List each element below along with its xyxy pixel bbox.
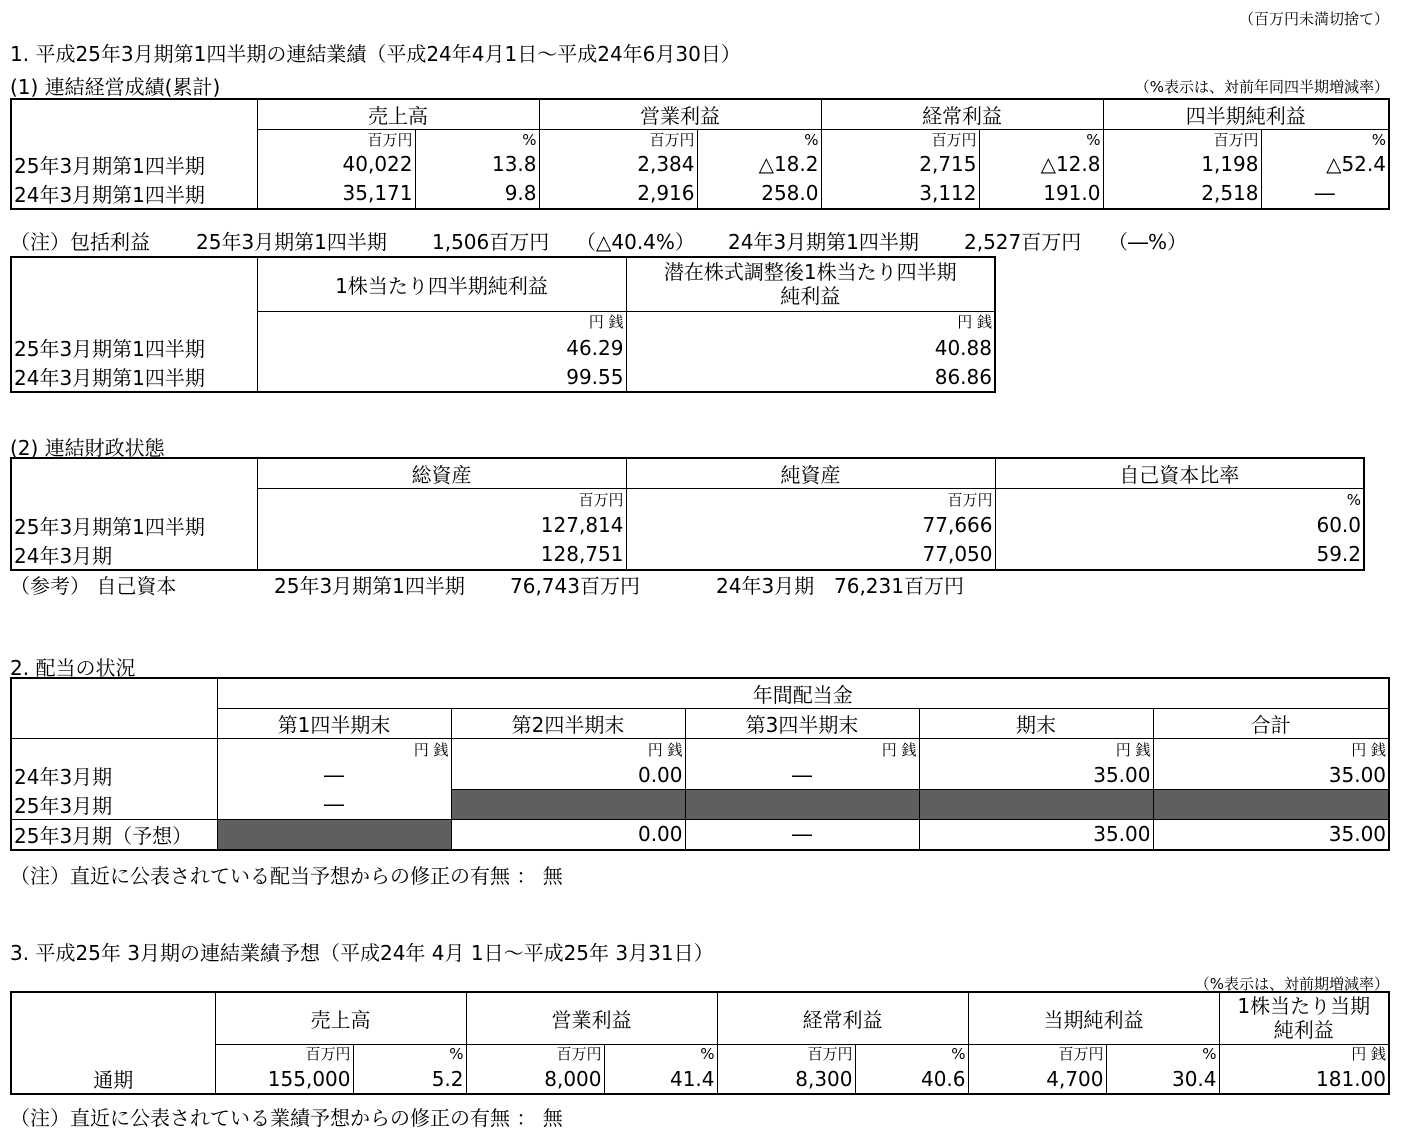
section3-title: 3. 平成25年 3月期の連結業績予想（平成24年 4月 1日～平成25年 3月31日） (10, 941, 714, 965)
row-label: 通期 (11, 1064, 215, 1094)
comprehensive-note-period1: 25年3月期第1四半期 (196, 230, 387, 254)
unit-label: 百万円 (968, 1044, 1106, 1064)
cell-value: 0.00 (451, 819, 685, 850)
dividends-header-total: 合計 (1153, 709, 1389, 739)
comprehensive-note-value1: 1,506百万円 (432, 230, 550, 254)
cell-value: 3,112 (821, 179, 979, 209)
table-row (11, 362, 995, 392)
unit-label: % (697, 130, 821, 150)
unit-label: 百万円 (1103, 130, 1261, 150)
cell-value: 9.8 (415, 179, 539, 209)
comprehensive-note-label: （注）包括利益 (10, 230, 150, 254)
forecast-note: （注）直近に公表されている業績予想からの修正の有無 ： 無 (10, 1106, 563, 1130)
unit-label: % (979, 130, 1103, 150)
unit-label: 百万円 (257, 489, 626, 511)
cell-value: 40.88 (626, 333, 995, 362)
unit-label: % (1106, 1044, 1219, 1064)
table-row (11, 179, 1389, 209)
forecast-header-ordinary: 経常利益 (717, 992, 968, 1044)
cell-value: 155,000 (215, 1064, 353, 1094)
cell-value: 181.00 (1219, 1064, 1389, 1094)
fp-header-equity-ratio: 自己資本比率 (995, 458, 1364, 489)
dividends-header-q1: 第1四半期末 (217, 709, 451, 739)
cell-value: ― (685, 761, 919, 790)
header-line: 純利益 (780, 284, 841, 309)
unit-label: 円 銭 (626, 311, 995, 333)
top-note: （百万円未満切捨て） (1238, 10, 1389, 28)
cell-value: 59.2 (995, 540, 1364, 570)
unit-label: % (855, 1044, 968, 1064)
cell-value: 60.0 (995, 511, 1364, 540)
cell-value: 86.86 (626, 362, 995, 392)
cell-value: ― (217, 761, 451, 790)
cell-value: 35.00 (919, 819, 1153, 850)
unit-label: 円 銭 (919, 739, 1153, 761)
row-label: 24年3月期 (11, 540, 257, 570)
cell-value: 77,666 (626, 511, 995, 540)
cell-value: 99.55 (257, 362, 626, 392)
reference-note-period1: 25年3月期第1四半期 (274, 574, 465, 598)
dividends-header-q2: 第2四半期末 (451, 709, 685, 739)
reference-note-value2: 76,231百万円 (834, 574, 964, 598)
comprehensive-note-value2: 2,527百万円 (964, 230, 1082, 254)
section1-sub1: (1) 連結経営成績(累計) (10, 75, 221, 99)
results-table (10, 98, 1390, 210)
cell-value: 35.00 (1153, 819, 1389, 850)
unit-label: 百万円 (626, 489, 995, 511)
comprehensive-note-period2: 24年3月期第1四半期 (728, 230, 919, 254)
cell-value: 46.29 (257, 333, 626, 362)
row-label: 25年3月期第1四半期 (11, 333, 257, 362)
unit-label: 円 銭 (1219, 1044, 1389, 1064)
comprehensive-note-change1: （△40.4%） (576, 230, 695, 254)
table-row (11, 761, 1389, 790)
dividends-note: （注）直近に公表されている配当予想からの修正の有無 ： 無 (10, 864, 563, 888)
reference-note-label: （参考） 自己資本 (10, 574, 177, 598)
cell-value: ― (685, 819, 919, 850)
unit-label: 百万円 (466, 1044, 604, 1064)
cell-value: 5.2 (353, 1064, 466, 1094)
cell-value: 4,700 (968, 1064, 1106, 1094)
row-label: 24年3月期第1四半期 (11, 179, 257, 209)
cell-value: 2,384 (539, 150, 697, 179)
unit-label: 円 銭 (1153, 739, 1389, 761)
cell-value: 258.0 (697, 179, 821, 209)
per-share-header-diluted (626, 257, 995, 311)
blank-cell (919, 790, 1153, 820)
unit-label: % (353, 1044, 466, 1064)
header-line: 1株当たり当期 (1237, 994, 1371, 1019)
unit-label: % (604, 1044, 717, 1064)
cell-value: 77,050 (626, 540, 995, 570)
row-label: 25年3月期（予想） (11, 819, 217, 850)
blank-cell (451, 790, 685, 820)
cell-value: 8,000 (466, 1064, 604, 1094)
cell-value: 40.6 (855, 1064, 968, 1094)
section1-sub2: (2) 連結財政状態 (10, 436, 165, 460)
section1-sub1-note: （%表示は、対前年同四半期増減率） (1134, 78, 1389, 96)
unit-label: 円 銭 (217, 739, 451, 761)
unit-label: 百万円 (539, 130, 697, 150)
forecast-header-net: 当期純利益 (968, 992, 1219, 1044)
dividends-header-q3: 第3四半期末 (685, 709, 919, 739)
row-label: 24年3月期第1四半期 (11, 362, 257, 392)
cell-value: △52.4 (1261, 150, 1389, 179)
cell-value: 35,171 (257, 179, 415, 209)
reference-note-value1: 76,743百万円 (510, 574, 640, 598)
cell-value: 40,022 (257, 150, 415, 179)
cell-value: 191.0 (979, 179, 1103, 209)
reference-note-period2: 24年3月期 (716, 574, 815, 598)
per-share-table (10, 256, 996, 393)
forecast-header-sales: 売上高 (215, 992, 466, 1044)
cell-value: 41.4 (604, 1064, 717, 1094)
cell-value: △12.8 (979, 150, 1103, 179)
table-row (11, 790, 1389, 820)
cell-value: ― (217, 790, 451, 820)
cell-value: 35.00 (1153, 761, 1389, 790)
unit-label: % (1261, 130, 1389, 150)
table-row (11, 333, 995, 362)
cell-value: 35.00 (919, 761, 1153, 790)
cell-value: ― (1261, 179, 1389, 209)
cell-value: 2,916 (539, 179, 697, 209)
cell-value: 1,198 (1103, 150, 1261, 179)
header-line: 潜在株式調整後1株当たり四半期 (663, 260, 957, 285)
unit-label: 円 銭 (451, 739, 685, 761)
table-row (11, 540, 1364, 570)
unit-label: % (415, 130, 539, 150)
dividends-group-header: 年間配当金 (217, 678, 1389, 709)
cell-value: 128,751 (257, 540, 626, 570)
table-row (11, 511, 1364, 540)
unit-label: 百万円 (821, 130, 979, 150)
row-label: 25年3月期第1四半期 (11, 150, 257, 179)
unit-label: % (995, 489, 1364, 511)
results-header-sales: 売上高 (257, 99, 539, 130)
row-label: 25年3月期第1四半期 (11, 511, 257, 540)
results-header-operating: 営業利益 (539, 99, 821, 130)
dividends-table (10, 677, 1390, 851)
cell-value: 30.4 (1106, 1064, 1219, 1094)
financial-position-table (10, 457, 1365, 571)
results-corner (11, 99, 257, 130)
per-share-header-eps: 1株当たり四半期純利益 (257, 257, 626, 311)
unit-label: 円 銭 (257, 311, 626, 333)
table-row (11, 150, 1389, 179)
cell-value: 2,518 (1103, 179, 1261, 209)
unit-label: 百万円 (717, 1044, 855, 1064)
results-header-ordinary: 経常利益 (821, 99, 1103, 130)
forecast-table (10, 991, 1390, 1095)
cell-value: 2,715 (821, 150, 979, 179)
table-row (11, 819, 1389, 850)
cell-value: 13.8 (415, 150, 539, 179)
unit-label: 円 銭 (685, 739, 919, 761)
blank-cell (685, 790, 919, 820)
unit-label: 百万円 (215, 1044, 353, 1064)
cell-value: 8,300 (717, 1064, 855, 1094)
forecast-header-eps (1219, 992, 1389, 1044)
comprehensive-note-change2: （―%） (1108, 230, 1188, 254)
row-label: 25年3月期 (11, 790, 217, 820)
blank-cell (217, 819, 451, 850)
forecast-header-operating: 営業利益 (466, 992, 717, 1044)
row-label: 24年3月期 (11, 761, 217, 790)
cell-value: △18.2 (697, 150, 821, 179)
cell-value: 0.00 (451, 761, 685, 790)
blank-cell (1153, 790, 1389, 820)
section2-title: 2. 配当の状況 (10, 656, 136, 680)
section3-note: （%表示は、対前期増減率） (1194, 975, 1389, 993)
dividends-header-year-end: 期末 (919, 709, 1153, 739)
section1-title: 1. 平成25年3月期第1四半期の連結業績（平成24年4月1日～平成24年6月30日） (10, 42, 741, 66)
fp-header-total-assets: 総資産 (257, 458, 626, 489)
header-line: 純利益 (1273, 1018, 1334, 1043)
fp-header-net-assets: 純資産 (626, 458, 995, 489)
unit-label: 百万円 (257, 130, 415, 150)
results-header-net: 四半期純利益 (1103, 99, 1389, 130)
cell-value: 127,814 (257, 511, 626, 540)
table-row (11, 1064, 1389, 1094)
